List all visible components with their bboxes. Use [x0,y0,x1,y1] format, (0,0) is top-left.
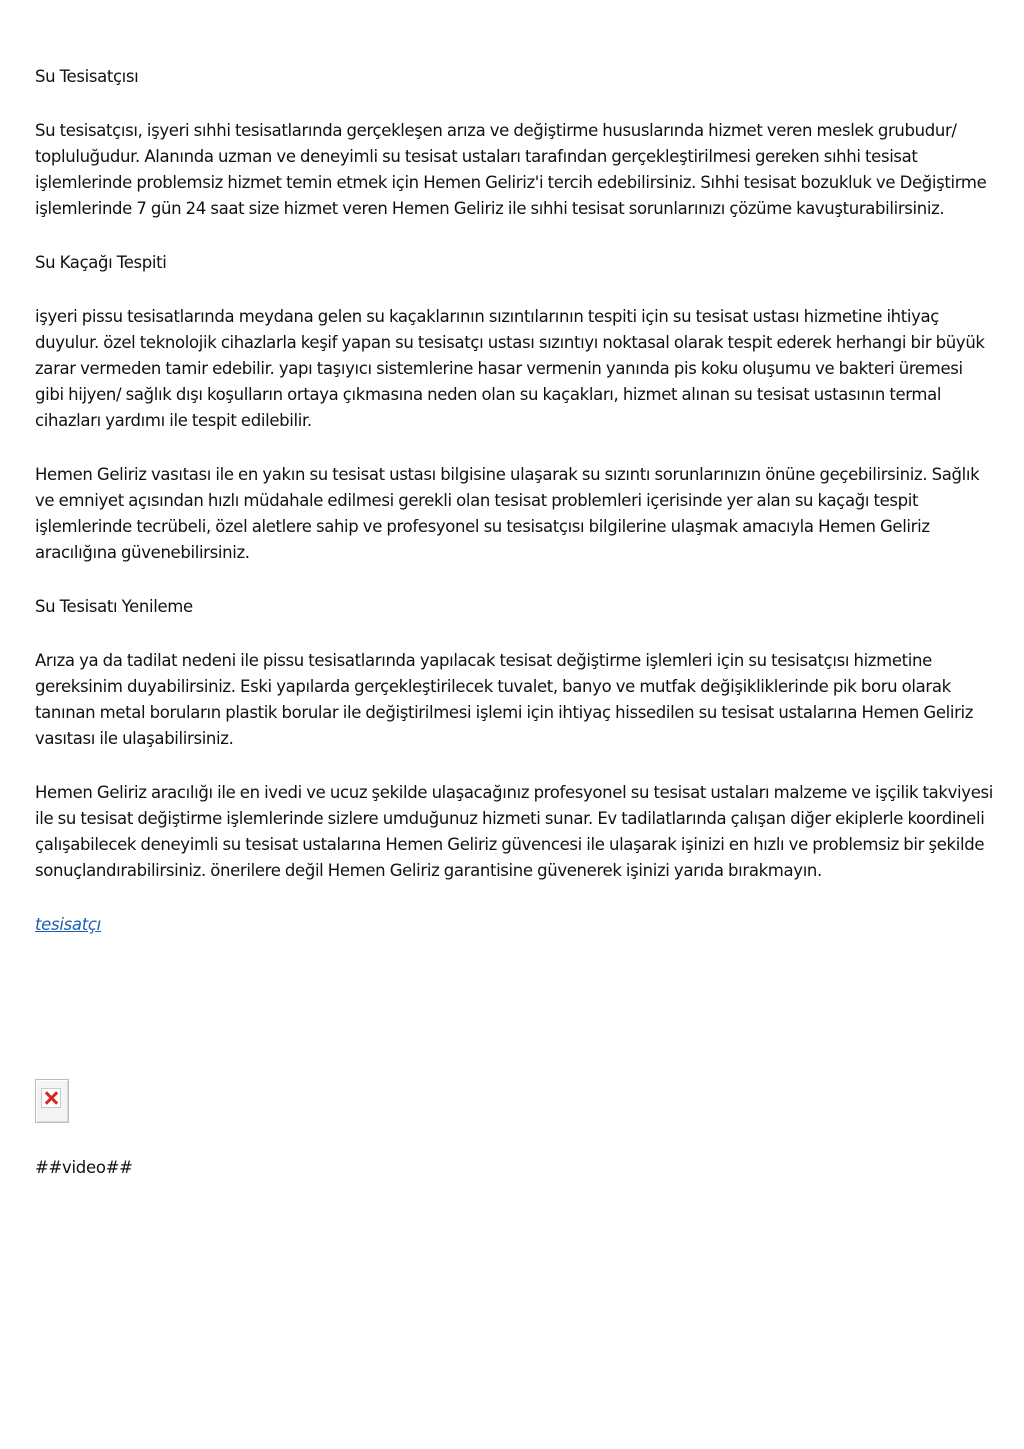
red-x-icon [41,1088,61,1108]
paragraph-intro: Su tesisatçısı, işyeri sıhhi tesisatlarında gerçekleşen arıza ve değiştirme hususlarında hizmet veren meslek grubudur/ topluluğudur. Alanında uzman ve deneyimli su tesisat ustaları tarafından gerçekleştirilmesi gereken sıhhi tesisat işlemlerinde problemsiz hizmet temin etmek için Hemen Geliriz'i tercih edebilirsiniz. Sıhhi tesisat bozukluk ve Değiştirme işlemlerinde 7 gün 24 saat size hizmet veren Hemen Geliriz ile sıhhi tesisat sorunlarınızı çözüme kavuşturabilirsiniz. [35,121,987,218]
paragraph-leak-service: Hemen Geliriz vasıtası ile en yakın su tesisat ustası bilgisine ulaşarak su sızıntı sorunlarınızın önüne geçebilirsiniz. Sağlık ve emniyet açısından hızlı müdahale edilmesi gerekli olan tesisat problemleri içerisinde yer alan su kaçağı tespit işlemlerinde tecrübeli, özel aletlere sahip ve profesyonel su tesisatçısı bilgilerine ulaşmak amacıyla Hemen Geliriz aracılığına güvenebilirsiniz. [35,465,980,562]
paragraph-renovation: Arıza ya da tadilat nedeni ile pissu tesisatlarında yapılacak tesisat değiştirme işlemleri için su tesisatçısı hizmetine gereksinim duyabilirsiniz. Eski yapılarda gerçekleştirilecek tuvalet, banyo ve mutfak değişikliklerinde pik boru olarak tanınan metal boruların plastik borular ile değiştirilmesi işlemi için ihtiyaç hissedilen su tesisat ustalarına Hemen Geliriz vasıtası ile ulaşabilirsiniz. [35,651,974,748]
heading-su-tesisati-yenileme: Su Tesisatı Yenileme [35,597,193,616]
video-placeholder: ##video## [35,1158,133,1177]
tesisatci-link[interactable]: tesisatçı [35,915,101,934]
broken-image-icon [35,1079,69,1123]
heading-su-tesisatcisi: Su Tesisatçısı [35,67,139,86]
paragraph-leak-detection: işyeri pissu tesisatlarında meydana gelen su kaçaklarının sızıntılarının tespiti için su tesisat ustası hizmetine ihtiyaç duyulur. özel teknolojik cihazlarla keşif yapan su tesisatçı ustası sızıntıyı noktasal olarak tespit ederek herhangi bir büyük zarar vermeden tamir edebilir. yapı taşıyıcı sistemlerine hasar vermenin yanında pis koku oluşumu ve bakteri üremesi gibi hijyen/ sağlık dışı koşulların ortaya çıkmasına neden olan su kaçakları, hizmet alınan su tesisat ustasının termal cihazları yardımı ile tespit edilebilir. [35,307,985,430]
document-body [35,64,995,938]
paragraph-renovation-service: Hemen Geliriz aracılığı ile en ivedi ve ucuz şekilde ulaşacağınız profesyonel su tesisat ustaları malzeme ve işçilik takviyesi ile su tesisat değiştirme işlemlerinde sizlere umduğunuz hizmeti sunar. Ev tadilatlarında çalışan diğer ekiplerle koordineli çalışabilecek deneyimli su tesisat ustalarına Hemen Geliriz güvencesi ile ulaşarak işinizi en hızlı ve problemsiz bir şekilde sonuçlandırabilirsiniz. önerilere değil Hemen Geliriz garantisine güvenerek işinizi yarıda bırakmayın. [35,783,993,880]
heading-su-kacagi-tespiti: Su Kaçağı Tespiti [35,253,167,272]
